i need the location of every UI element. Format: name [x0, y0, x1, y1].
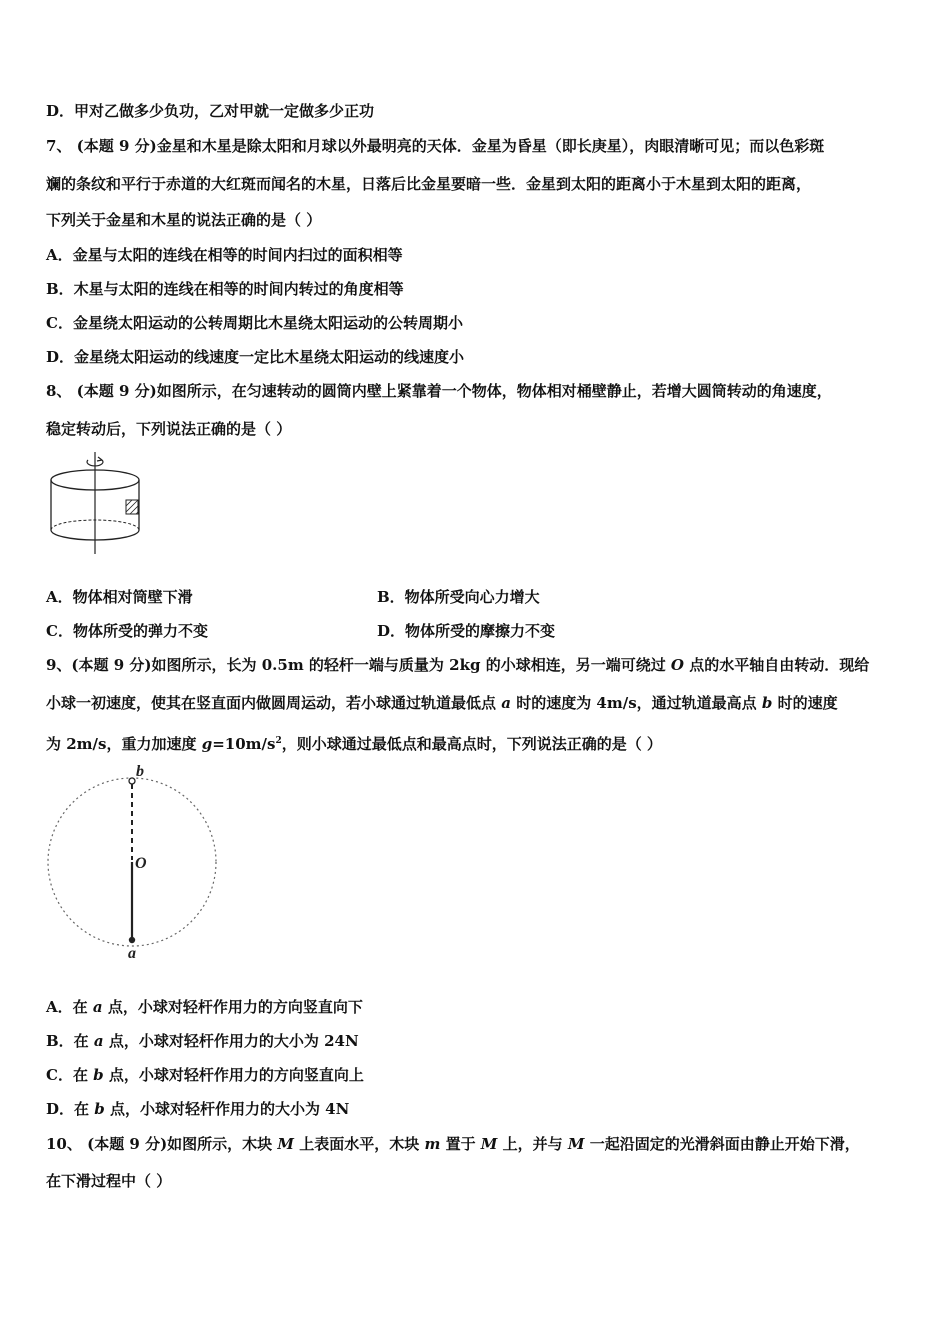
q10-stem-line-2: 在下滑过程中（ ） [46, 1172, 172, 1190]
circular-motion-figure [44, 760, 224, 962]
q8-stem-line-1: 8、 (本题 9 分)如图所示，在匀速转动的圆筒内壁上紧靠着一个物体，物体相对桶壁静止，若增大圆筒转动的角速度， [46, 382, 832, 400]
q7-option-d: D．金星绕太阳运动的线速度一定比木星绕太阳运动的线速度小 [46, 348, 465, 366]
q9-option-b: B．在 a 点，小球对轻杆作用力的大小为 24N [46, 1032, 359, 1050]
q9-stem-line-1: 9、(本题 9 分)如图所示，长为 0.5m 的轻杆一端与质量为 2kg 的小球相连，另一端可绕过 O 点的水平轴自由转动．现给 [46, 656, 870, 674]
q10-stem-line-1: 10、 (本题 9 分)如图所示，木块 M 上表面水平，木块 m 置于 M 上，并与 M 一起沿固定的光滑斜面由静止开始下滑， [46, 1135, 860, 1153]
q8-option-d: D．物体所受的摩擦力不变 [377, 622, 556, 640]
q8-stem-line-2: 稳定转动后，下列说法正确的是（ ） [46, 420, 292, 438]
q9-option-d: D．在 b 点，小球对轻杆作用力的大小为 4N [46, 1100, 350, 1118]
point-b-label: b [136, 763, 144, 780]
point-a-label: a [128, 945, 136, 962]
q7-option-b: B．木星与太阳的连线在相等的时间内转过的角度相等 [46, 280, 404, 298]
q9-stem-line-2: 小球一初速度，使其在竖直面内做圆周运动，若小球通过轨道最低点 a 时的速度为 4m/s，通过轨道最高点 b 时的速度 [46, 694, 838, 712]
q9-stem-line-3: 为 2m/s，重力加速度 $g=10m/s^2$，则小球通过最低点和最高点时，下列说法正确的是（ ） [46, 735, 662, 753]
q8-option-c: C．物体所受的弹力不变 [46, 622, 208, 640]
q8-option-a: A．物体相对筒壁下滑 [46, 588, 193, 606]
q7-option-c: C．金星绕太阳运动的公转周期比木星绕太阳运动的公转周期小 [46, 314, 463, 332]
q7-option-a: A．金星与太阳的连线在相等的时间内扫过的面积相等 [46, 246, 403, 264]
q6-option-d: D．甲对乙做多少负功，乙对甲就一定做多少正功 [46, 102, 375, 120]
q7-stem-line-2: 斓的条纹和平行于赤道的大红斑而闻名的木星，日落后比金星要暗一些．金星到太阳的距离小于木星到太阳的距离， [46, 175, 812, 193]
rotating-cylinder-figure [44, 450, 148, 558]
q7-stem-line-1: 7、 (本题 9 分)金星和木星是除太阳和月球以外最明亮的天体．金星为昏星（即长庚星），肉眼清晰可见；而以色彩斑 [46, 137, 825, 155]
q7-stem-line-3: 下列关于金星和木星的说法正确的是（ ） [46, 211, 322, 229]
q8-option-b: B．物体所受向心力增大 [377, 588, 540, 606]
point-o-label: O [135, 855, 147, 872]
q9-option-a: A．在 a 点，小球对轻杆作用力的方向竖直向下 [46, 998, 363, 1016]
q9-option-c: C．在 b 点，小球对轻杆作用力的方向竖直向上 [46, 1066, 364, 1084]
